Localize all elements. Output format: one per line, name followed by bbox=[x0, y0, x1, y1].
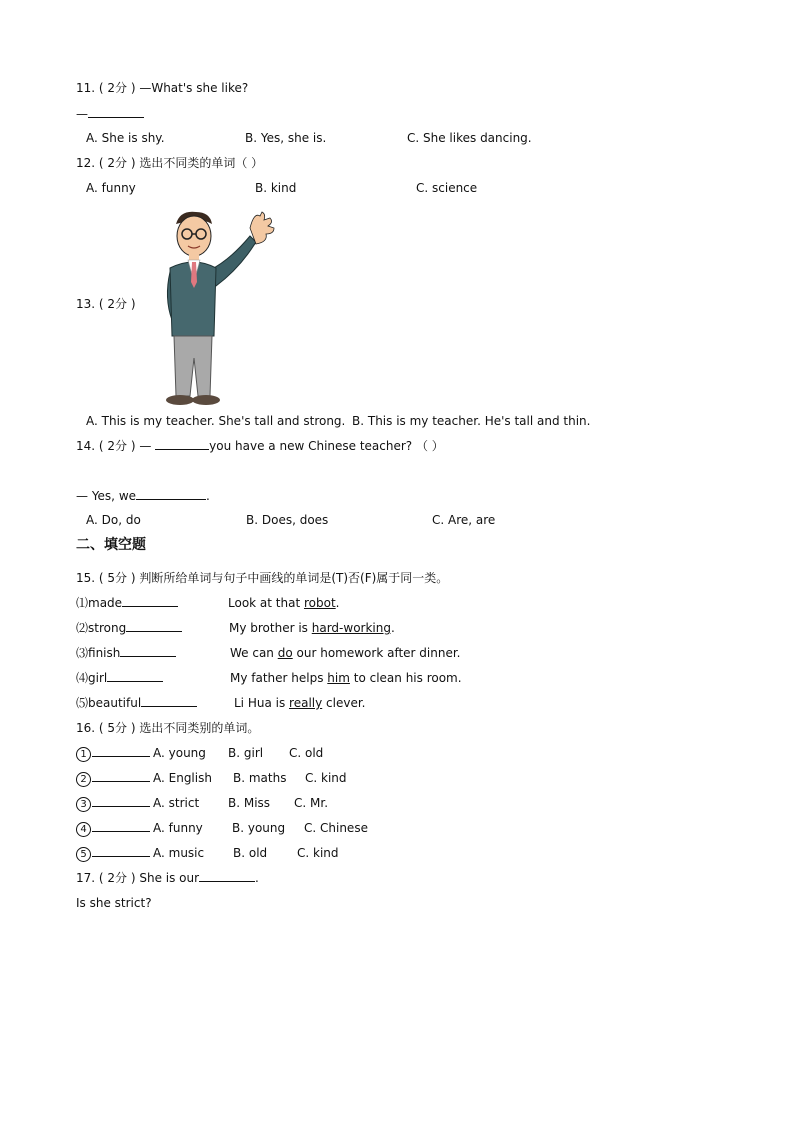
answer-blank[interactable] bbox=[92, 795, 150, 807]
q16-2-option-c: C. kind bbox=[305, 771, 347, 785]
sentence-text: our homework after dinner. bbox=[292, 646, 461, 660]
q13-option-b: B. This is my teacher. He's tall and thin. bbox=[352, 414, 591, 428]
q15-sentence-5 bbox=[234, 695, 365, 711]
q16-5-option-a: A. music bbox=[153, 846, 205, 860]
q11-option-c: C. She likes dancing. bbox=[407, 131, 532, 145]
item-number: ⑴ bbox=[76, 596, 89, 610]
sentence-text: Li Hua is bbox=[234, 696, 290, 710]
sentence-text: . bbox=[390, 621, 395, 635]
item-number: 4 bbox=[76, 822, 91, 837]
q15-item-4 bbox=[76, 670, 163, 686]
q14-option-c: C. Are, are bbox=[432, 513, 496, 527]
q16-item-2 bbox=[76, 770, 150, 787]
answer-blank[interactable] bbox=[88, 106, 144, 118]
item-number: ⑸ bbox=[76, 696, 89, 710]
item-number: ⑶ bbox=[76, 646, 89, 660]
q16-3-option-b: B. Miss bbox=[228, 796, 271, 810]
q14-answer bbox=[76, 488, 210, 504]
answer-blank[interactable] bbox=[92, 770, 150, 782]
item-word: strong bbox=[88, 621, 127, 635]
q11-stem: 11. ( 2分 ) —What's she like? bbox=[76, 81, 249, 95]
answer-blank[interactable] bbox=[92, 845, 150, 857]
q16-3-option-a: A. strict bbox=[153, 796, 200, 810]
item-number: 5 bbox=[76, 847, 91, 862]
q12-option-c: C. science bbox=[416, 181, 478, 195]
sentence-text: clever. bbox=[322, 696, 366, 710]
period: . bbox=[255, 871, 259, 885]
q14-stem-suffix: you have a new Chinese teacher? （ ） bbox=[209, 439, 444, 453]
answer-blank[interactable] bbox=[199, 870, 255, 882]
answer-blank[interactable] bbox=[92, 745, 150, 757]
item-word: finish bbox=[88, 646, 121, 660]
q16-item-5 bbox=[76, 845, 150, 862]
q16-item-3 bbox=[76, 795, 150, 812]
q16-4-option-a: A. funny bbox=[153, 821, 203, 835]
underlined-word: do bbox=[277, 646, 293, 660]
q17-stem-text: 17. ( 2分 ) She is our bbox=[76, 871, 200, 885]
answer-blank[interactable] bbox=[155, 438, 209, 450]
q12-stem: 12. ( 2分 ) 选出不同类的单词（ ） bbox=[76, 156, 264, 170]
q15-sentence-3 bbox=[230, 645, 460, 661]
q12-option-b: B. kind bbox=[255, 181, 297, 195]
item-number: 3 bbox=[76, 797, 91, 812]
sentence-text: . bbox=[335, 596, 340, 610]
answer-blank[interactable] bbox=[92, 820, 150, 832]
item-number: ⑷ bbox=[76, 671, 89, 685]
q16-4-option-b: B. young bbox=[232, 821, 286, 835]
q15-item-1 bbox=[76, 595, 178, 611]
q15-sentence-1 bbox=[228, 595, 340, 611]
dash: — bbox=[76, 107, 88, 121]
q16-4-option-c: C. Chinese bbox=[304, 821, 368, 835]
q15-stem: 15. ( 5分 ) 判断所给单词与句子中画线的单词是(T)否(F)属于同一类。 bbox=[76, 571, 449, 585]
q15-item-2 bbox=[76, 620, 182, 636]
q15-sentence-2 bbox=[229, 620, 395, 636]
underlined-word: hard-working bbox=[311, 621, 391, 635]
section-title: 二、填空题 bbox=[76, 537, 146, 553]
q17-line2: Is she strict? bbox=[76, 896, 152, 910]
sentence-text: My brother is bbox=[229, 621, 312, 635]
q12-option-a: A. funny bbox=[86, 181, 136, 195]
q15-item-3 bbox=[76, 645, 176, 661]
q15-sentence-4 bbox=[230, 670, 462, 686]
underlined-word: him bbox=[327, 671, 350, 685]
sentence-text: to clean his room. bbox=[349, 671, 462, 685]
answer-blank[interactable] bbox=[107, 670, 163, 682]
q16-5-option-b: B. old bbox=[233, 846, 268, 860]
answer-blank[interactable] bbox=[136, 488, 206, 500]
q14-option-a: A. Do, do bbox=[86, 513, 141, 527]
q11-answer-line bbox=[76, 106, 144, 122]
q11-option-b: B. Yes, she is. bbox=[245, 131, 327, 145]
item-word: made bbox=[88, 596, 123, 610]
answer-blank[interactable] bbox=[141, 695, 197, 707]
answer-blank[interactable] bbox=[122, 595, 178, 607]
q16-item-4 bbox=[76, 820, 150, 837]
item-word: girl bbox=[88, 671, 108, 685]
answer-blank[interactable] bbox=[120, 645, 176, 657]
q16-1-option-c: C. old bbox=[289, 746, 324, 760]
sentence-text: Look at that bbox=[228, 596, 304, 610]
item-number: ⑵ bbox=[76, 621, 89, 635]
teacher-illustration bbox=[150, 208, 278, 410]
q16-5-option-c: C. kind bbox=[297, 846, 339, 860]
answer-blank[interactable] bbox=[126, 620, 182, 632]
q13-option-a: A. This is my teacher. She's tall and strong. bbox=[86, 414, 346, 428]
item-word: beautiful bbox=[88, 696, 142, 710]
q16-item-1 bbox=[76, 745, 150, 762]
q16-stem: 16. ( 5分 ) 选出不同类别的单词。 bbox=[76, 721, 260, 735]
underlined-word: robot bbox=[303, 596, 336, 610]
q16-1-option-b: B. girl bbox=[228, 746, 264, 760]
q16-2-option-b: B. maths bbox=[233, 771, 287, 785]
period: . bbox=[206, 489, 210, 503]
q16-1-option-a: A. young bbox=[153, 746, 206, 760]
q14-stem-prefix: 14. ( 2分 ) — bbox=[76, 439, 152, 453]
item-number: 2 bbox=[76, 772, 91, 787]
q13-stem: 13. ( 2分 ) bbox=[76, 297, 136, 311]
sentence-text: We can bbox=[230, 646, 278, 660]
q14-answer-text: — Yes, we bbox=[76, 489, 137, 503]
sentence-text: My father helps bbox=[230, 671, 328, 685]
item-number: 1 bbox=[76, 747, 91, 762]
q16-3-option-c: C. Mr. bbox=[294, 796, 329, 810]
q11-option-a: A. She is shy. bbox=[86, 131, 165, 145]
q14-option-b: B. Does, does bbox=[246, 513, 329, 527]
q14-stem bbox=[76, 438, 444, 454]
q17-stem bbox=[76, 870, 259, 886]
q16-2-option-a: A. English bbox=[153, 771, 212, 785]
q15-item-5 bbox=[76, 695, 197, 711]
underlined-word: really bbox=[289, 696, 323, 710]
